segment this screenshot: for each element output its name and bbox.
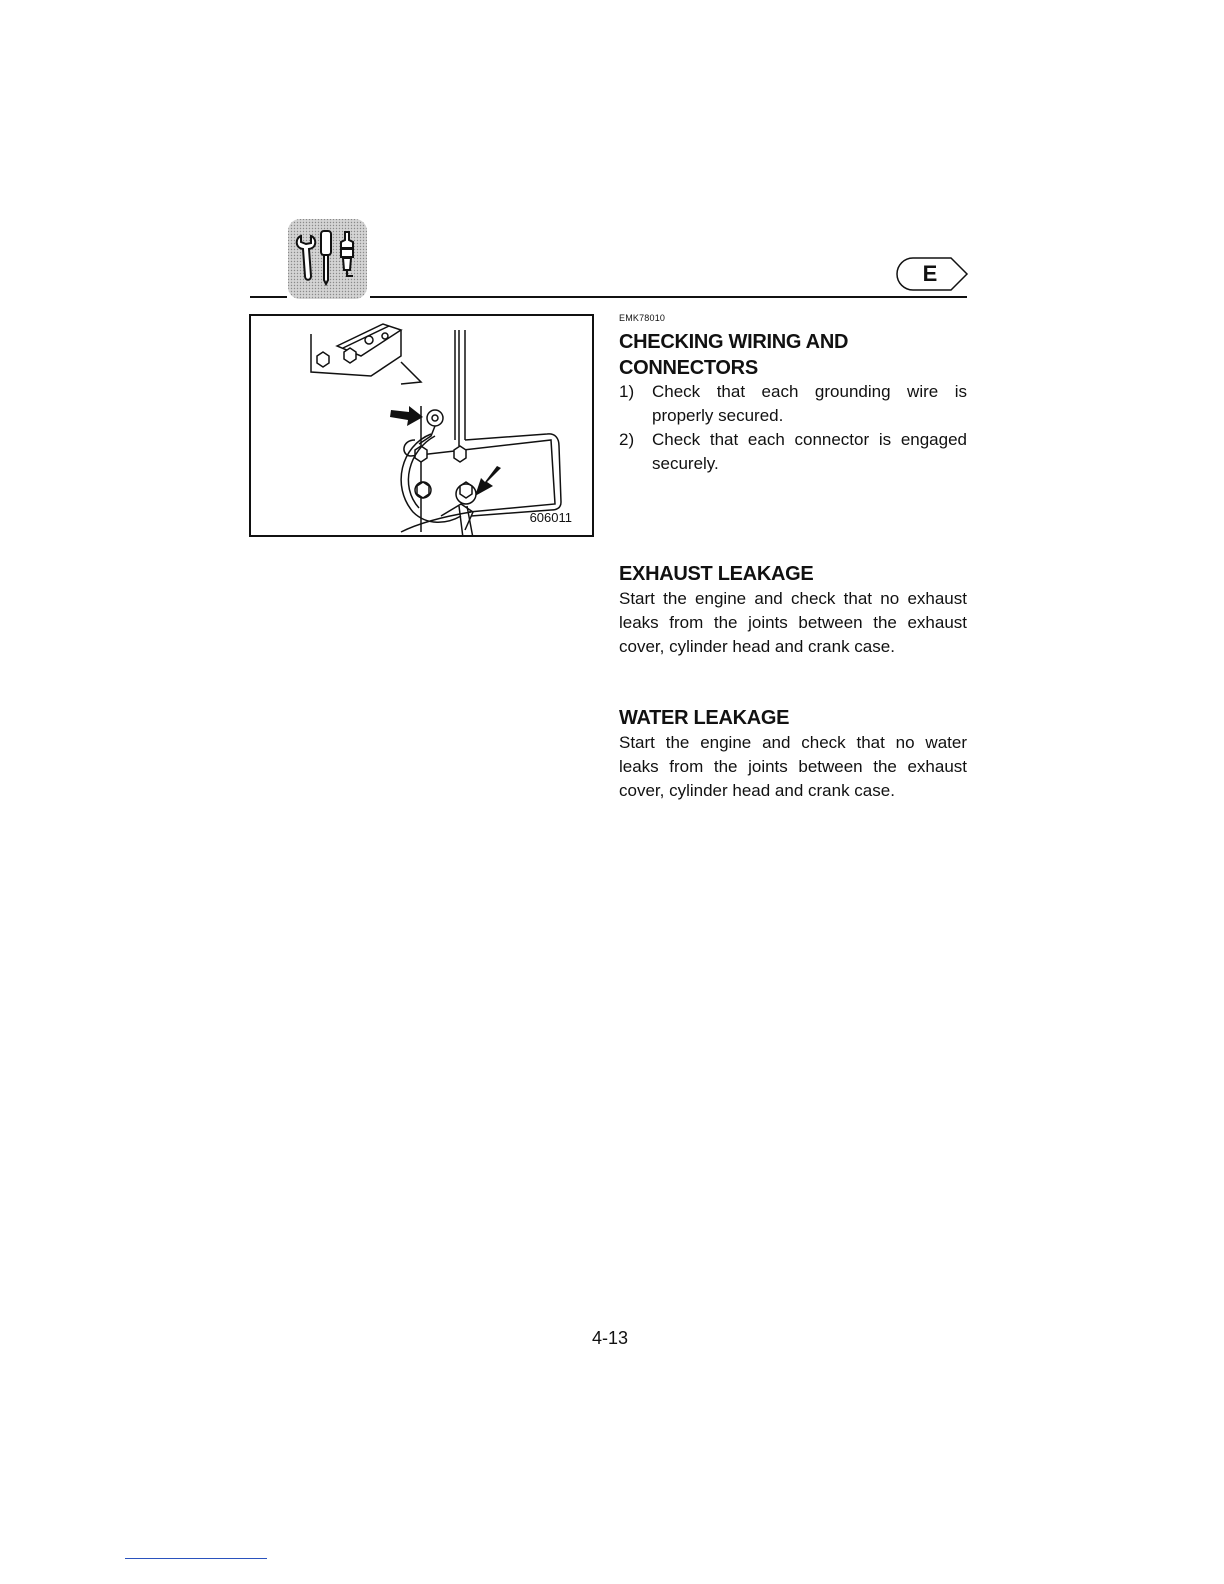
section-body-exhaust: Start the engine and check that no exhaust leaks from the joints between the exhaust cover, cylinder head and crank case. <box>619 589 967 656</box>
wrench-screwdriver-sparkplug-icon <box>287 218 368 300</box>
header-rule-left <box>250 296 287 298</box>
wiring-illustration <box>249 314 594 537</box>
engine-diagram <box>251 316 594 537</box>
step-item <box>619 428 967 476</box>
footnote-rule <box>125 1558 267 1559</box>
arrow-icon <box>390 406 423 426</box>
section-title-water <box>619 705 967 731</box>
step-text: Check that each grounding wire is properly secured. <box>652 382 967 425</box>
language-badge: E <box>922 261 938 286</box>
section-title-wiring <box>619 329 967 381</box>
step-text: Check that each connector is engaged securely. <box>652 430 967 473</box>
section-title-line: CHECKING WIRING AND <box>619 331 849 353</box>
section-body-water: Start the engine and check that no water leaks from the joints between the exhaust cover, cylinder head and crank case. <box>619 733 967 800</box>
section-title-line: CONNECTORS <box>619 357 758 379</box>
step-number: 2) <box>619 430 635 449</box>
page-number: 4-13 <box>591 1328 629 1348</box>
section-title-exhaust <box>619 561 967 587</box>
figure-code: 606011 <box>529 510 572 525</box>
header-rule-right <box>370 296 967 298</box>
step-list <box>619 380 967 476</box>
section-title-line: WATER LEAKAGE <box>619 707 790 729</box>
step-number: 1) <box>619 382 635 401</box>
section-title-line: EXHAUST LEAKAGE <box>619 563 814 585</box>
reference-code: EMK78010 <box>619 313 666 323</box>
arrow-icon <box>475 466 501 496</box>
step-item <box>619 380 967 428</box>
